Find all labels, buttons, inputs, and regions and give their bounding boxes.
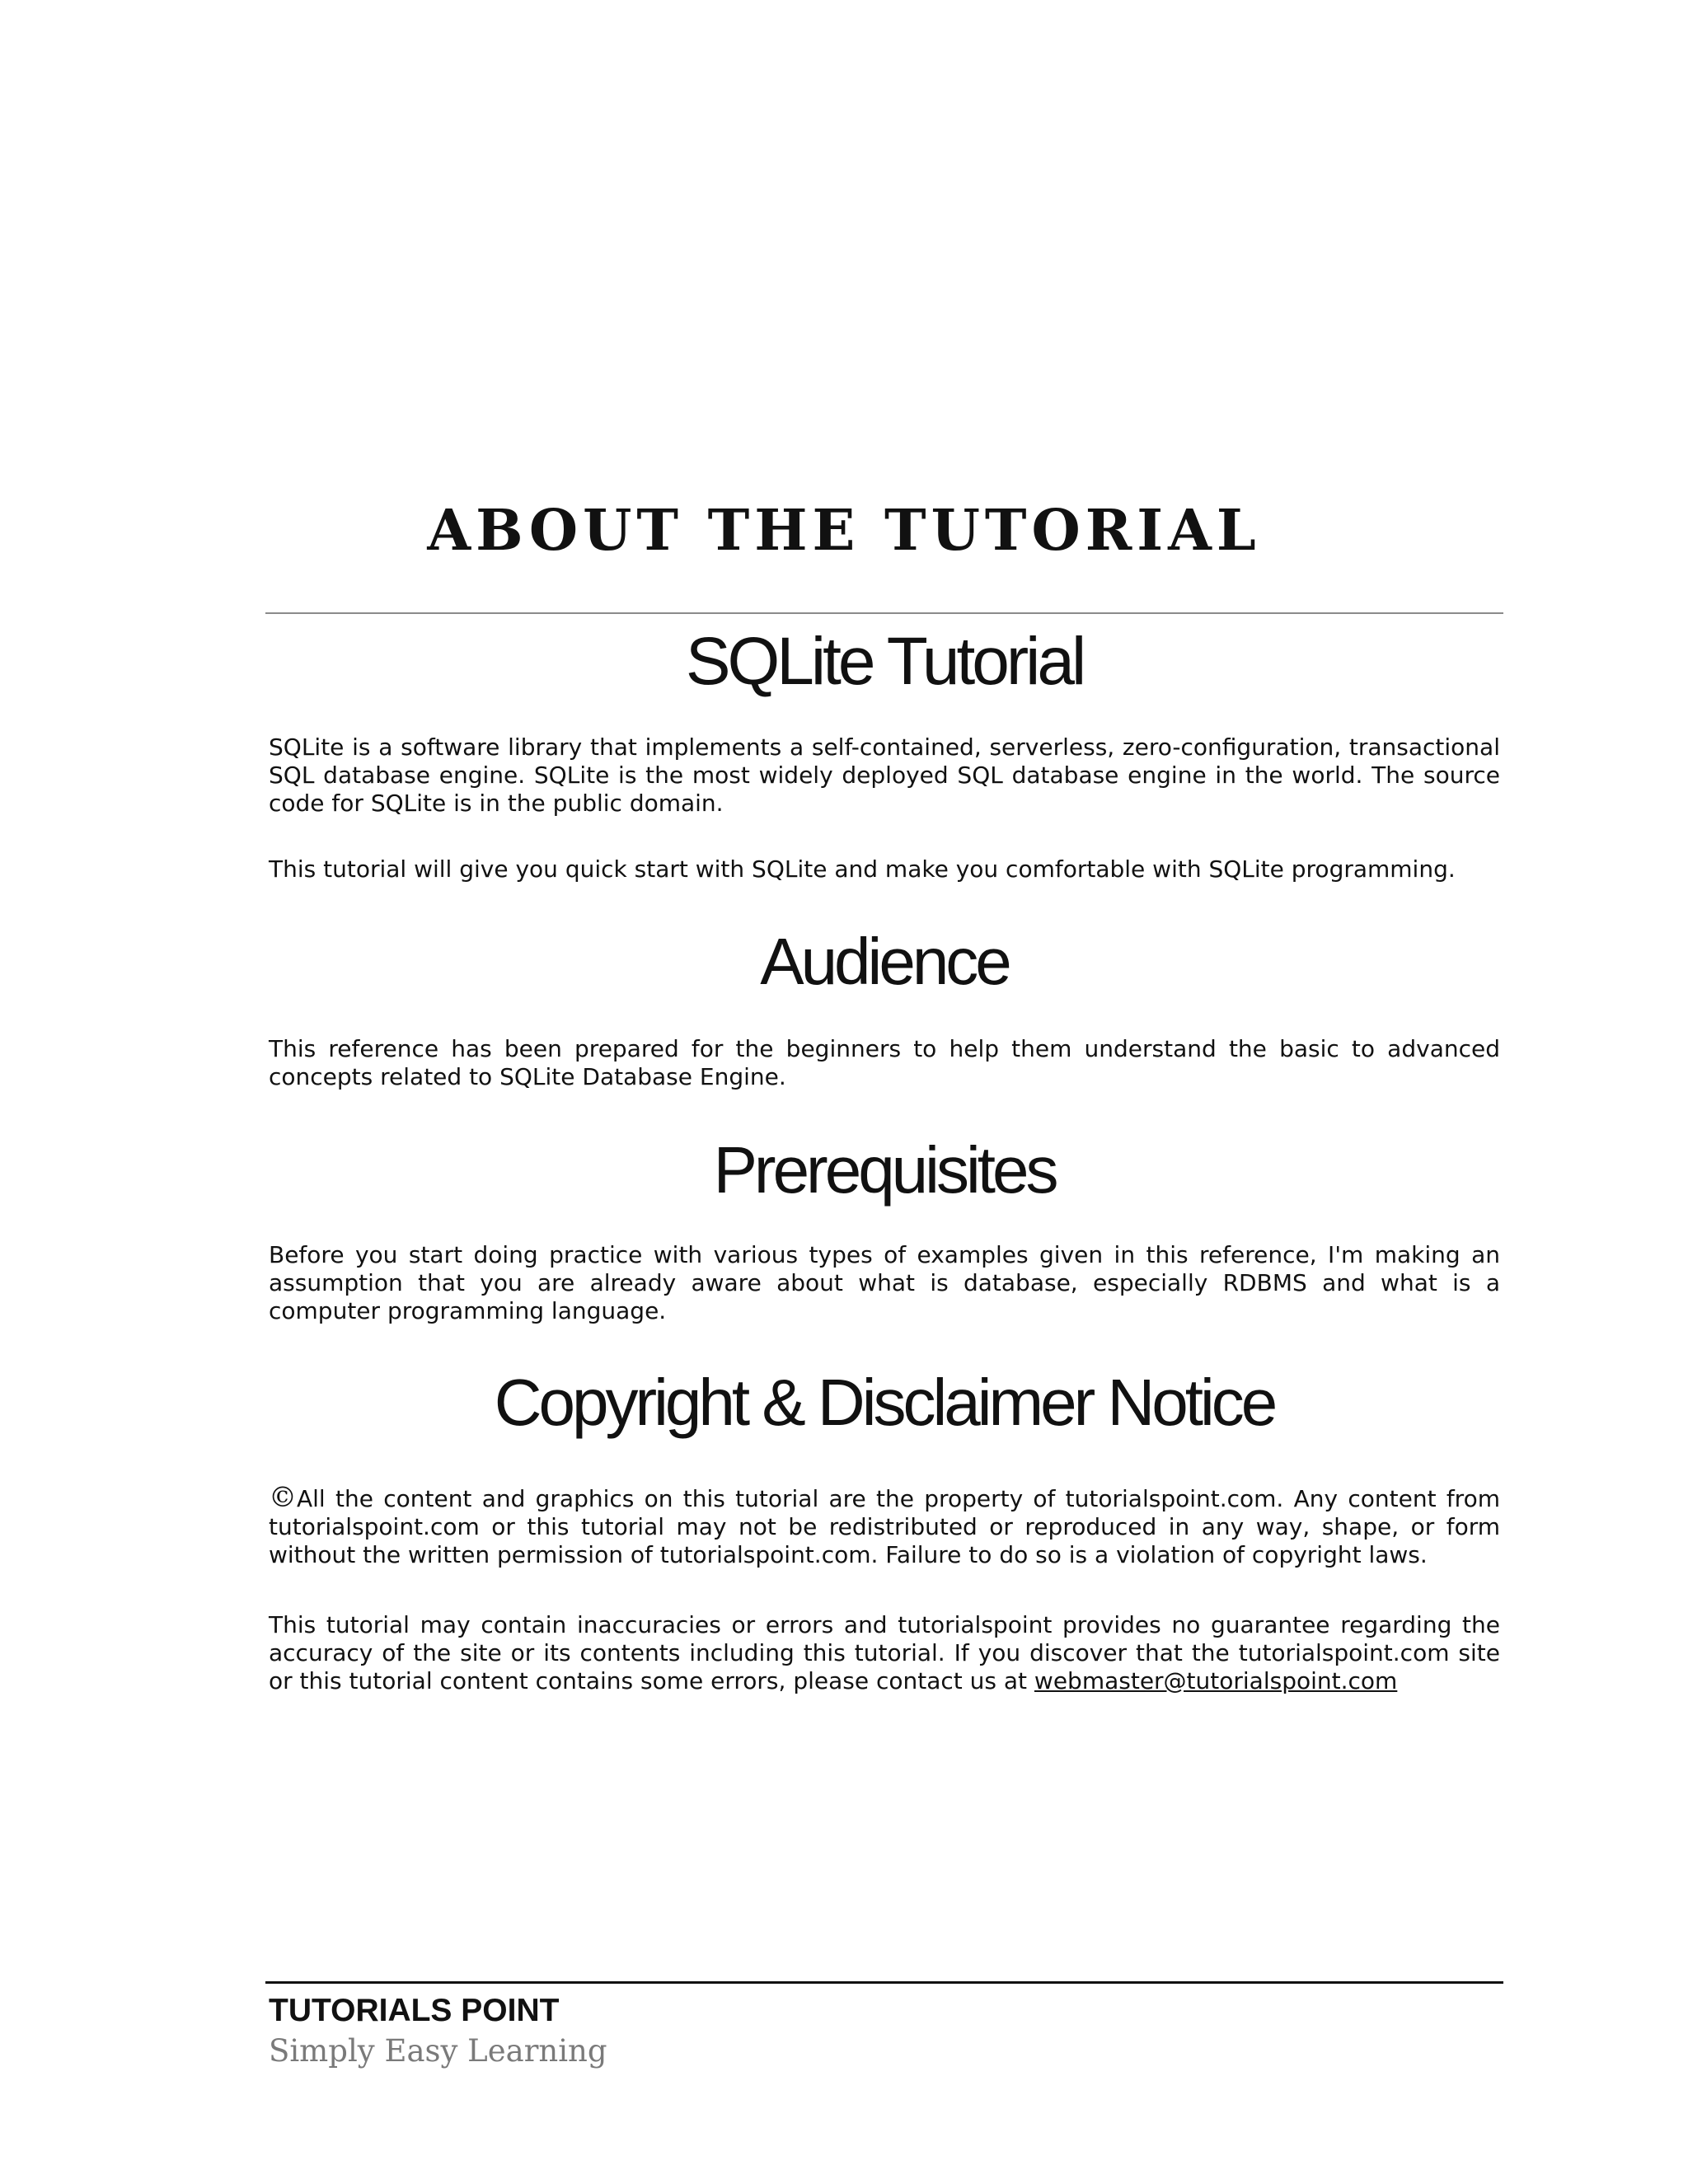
copyright-symbol: ©: [269, 1481, 297, 1514]
top-divider: [265, 612, 1503, 614]
section-prerequisites: [269, 1133, 1500, 1207]
disclaimer-paragraph: [269, 1611, 1500, 1695]
prerequisites-paragraph: Before you start doing practice with various types of examples given in this reference, I'm making an assumption that you are already aware about what is database, especially RDBMS and what is a computer programming language.: [269, 1241, 1500, 1324]
heading-copyright-notice: Copyright & Disclaimer Notice: [494, 1366, 1275, 1439]
audience-paragraph: This reference has been prepared for the beginners to help them understand the basic to advanced concepts related to SQLite Database Engine.: [269, 1035, 1500, 1090]
audience-body: [269, 1035, 1500, 1091]
heading-sqlite-tutorial: SQLite Tutorial: [685, 624, 1084, 699]
webmaster-email-link[interactable]: webmaster@tutorialspoint.com: [1034, 1667, 1398, 1694]
section-intro: [269, 624, 1500, 699]
footer-brand: TUTORIALS POINT: [269, 1993, 560, 2028]
heading-prerequisites: Prerequisites: [713, 1133, 1056, 1207]
disclaimer-body: [269, 1611, 1500, 1695]
copyright-text: All the content and graphics on this tutorial are the property of tutorialspoint.com. Any content from tutorialspoint.com or this tutorial may not be redistributed or reproduced in any way, shape, or form without the written permission of tutorialspoint.com. Failure to do so is a violation of copyright laws.: [269, 1485, 1500, 1568]
page-title: ABOUT THE TUTORIAL: [427, 498, 1261, 564]
intro-paragraph-2: This tutorial will give you quick start with SQLite and make you comfortable with SQLite programming.: [269, 855, 1456, 883]
heading-audience: Audience: [760, 925, 1009, 998]
footer-tagline: Simply Easy Learning: [269, 2033, 607, 2069]
copyright-body: [269, 1483, 1500, 1569]
disclaimer-text: This tutorial may contain inaccuracies or errors and tutorialspoint provides no guarantee regarding the accuracy of the site or its contents including this tutorial. If you discover that the tutorialspoint.com site or this tutorial content contains some errors, please contact us at: [269, 1611, 1500, 1694]
prerequisites-body: [269, 1241, 1500, 1325]
section-copyright: [269, 1366, 1500, 1439]
intro-body-2: [269, 855, 1500, 883]
section-audience: [269, 925, 1500, 998]
footer-divider: [265, 1981, 1503, 1984]
copyright-paragraph-1: [269, 1483, 1500, 1569]
intro-paragraph-1: SQLite is a software library that implements a self-contained, serverless, zero-configuration, transactional SQL database engine. SQLite is the most widely deployed SQL database engine in the world. The source code for SQLite is in the public domain.: [269, 733, 1500, 817]
intro-body: [269, 733, 1500, 818]
